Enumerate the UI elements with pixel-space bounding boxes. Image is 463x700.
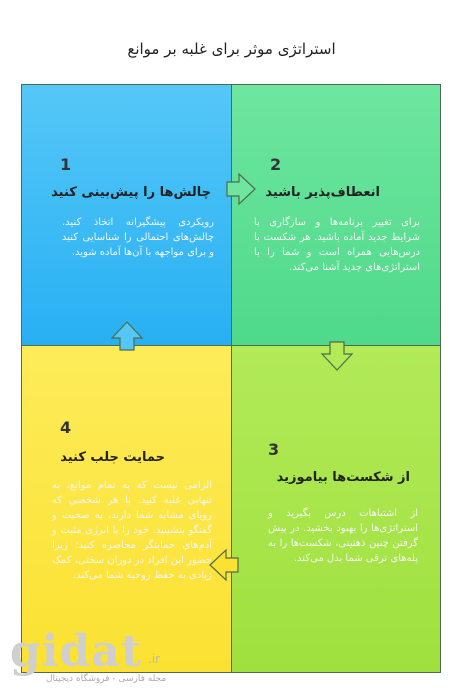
quadrant-3-heading: از شکست‌ها بیاموزید: [276, 470, 410, 485]
diagram-title: استراتژی موثر برای غلبه بر موانع: [127, 40, 336, 58]
quadrant-3-text: از اشتباهات درس بگیرید و استراتژی‌ها را بهبود بخشید. در پیش گرفتن چنین ذهنیتی، شکست‌ها را به پله‌های ترقی شما بدل می‌کند.: [268, 508, 418, 564]
arrow-down-icon: [320, 340, 354, 372]
arrow-left-icon: [208, 548, 240, 582]
watermark-tagline: مجله فارسی - فروشگاه دیجیتال: [46, 674, 167, 684]
quadrant-1-heading: چالش‌ها را پیش‌بینی کنید: [51, 185, 211, 200]
quadrant-4-number: 4: [60, 418, 72, 437]
quadrant-1-number: 1: [60, 155, 72, 174]
quadrant-4-text: الزامی نیست که به تمام موانع، به تنهایی غلبه کنید. با هر شخصی که رویای مشابه شما دارند، به صحبت و گفتگو بنشینید. خود را با انرژی مثبت و آدم‌های حمایتگر محاصره کنید؛ زیرا حضور این افراد در دوران سختی، کمک زیادی به حفظ روحیه شما می‌کند.: [52, 480, 212, 581]
quadrant-4-heading: حمایت جلب کنید: [60, 450, 165, 465]
watermark-logo: gidat: [10, 626, 143, 677]
quadrant-2-number: 2: [270, 155, 282, 174]
quadrant-4: [21, 345, 232, 673]
quadrant-1: [21, 84, 232, 346]
quadrant-1-text: رویکردی پیشگیرانه اتخاذ کنید. چالش‌های احتمالی را شناسایی کنید و برای مواجهه با آن‌ها آماده شوید.: [62, 217, 214, 258]
quadrant-2-heading: انعطاف‌پذیر باشید: [265, 185, 380, 200]
quadrant-3-number: 3: [268, 440, 280, 459]
watermark-tld: .ir: [148, 652, 161, 666]
quadrant-3: [231, 345, 441, 673]
quadrant-2-text: برای تغییر برنامه‌ها و سازگاری با شرایط جدید آماده باشید. هر شکست با درس‌هایی همراه است و شما را با استراتژی‌های جدید آشنا می‌کند.: [254, 217, 420, 273]
arrow-right-icon: [225, 172, 257, 206]
arrow-up-icon: [110, 320, 144, 352]
quadrant-2: [231, 84, 441, 346]
